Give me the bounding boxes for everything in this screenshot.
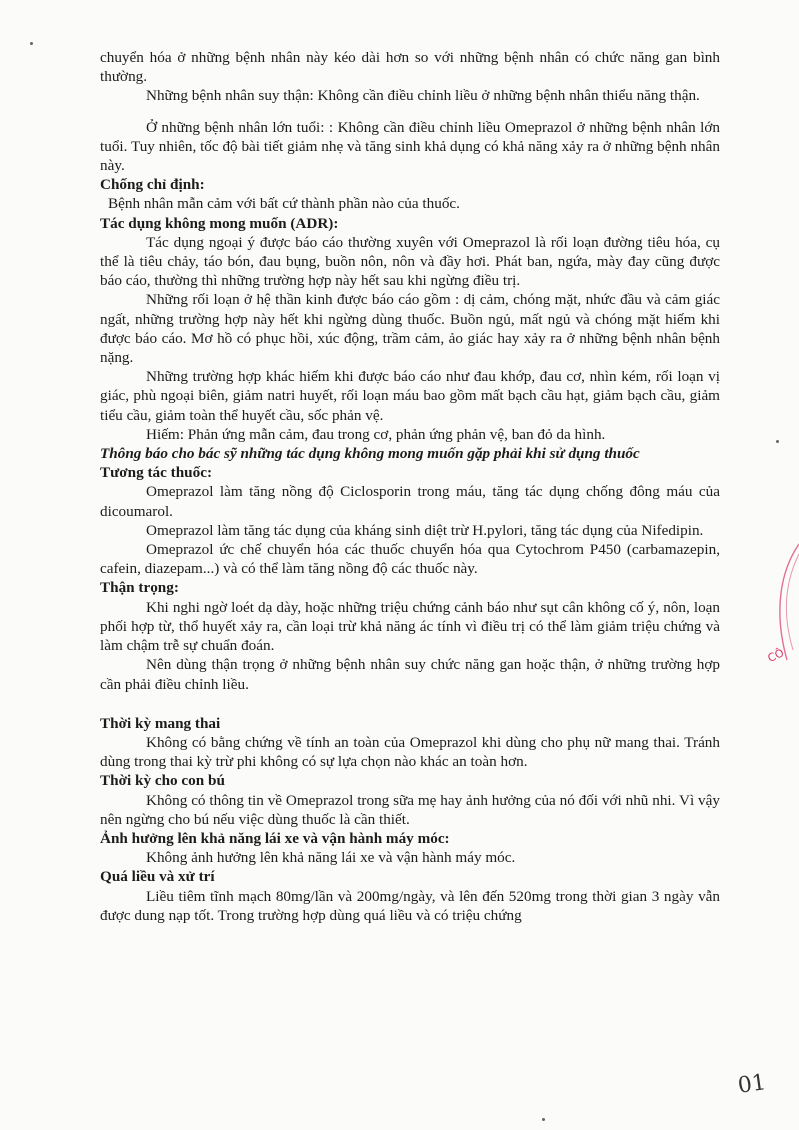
heading-lactation: Thời kỳ cho con bú: [100, 772, 225, 790]
paragraph-interaction-cyp450: Omeprazol ức chế chuyển hóa các thuốc chuyển hóa qua Cytochrom P450 (carbamazepin, cafein, diazepam...) và có thể làm tăng nồng độ các thuốc này.: [100, 541, 720, 578]
paragraph-driving: Không ảnh hưởng lên khả năng lái xe và vận hành máy móc.: [146, 849, 516, 867]
section-gap: [100, 694, 720, 714]
paragraph-adr-other: Những trường hợp khác hiếm khi được báo cáo như đau khớp, đau cơ, nhìn kém, rối loạn vị giác, phù ngoại biên, giảm natri huyết, rối loạn máu bao gồm mất bạch cầu hạt, giảm bạch cầu, giảm tiểu cầu, giảm toàn thể huyết cầu, sốc phản vệ.: [100, 368, 720, 424]
heading-precautions: Thận trọng:: [100, 579, 179, 597]
notice-to-doctor: Thông báo cho bác sỹ những tác dụng không mong muốn gặp phải khi sử dụng thuốc: [100, 445, 640, 463]
paragraph-pregnancy: Không có bằng chứng về tính an toàn của Omeprazol khi dùng cho phụ nữ mang thai. Tránh dùng trong thai kỳ trừ phi không có sự lựa chọn nào khác an toàn hơn.: [100, 733, 720, 771]
heading-contraindications: Chống chỉ định:: [100, 176, 205, 194]
stamp-text: CÔ: [765, 646, 787, 665]
document-body: [100, 48, 720, 925]
paragraph-adr-gi: Tác dụng ngoại ý được báo cáo thường xuyên với Omeprazol là rối loạn đường tiêu hóa, cụ thể là tiêu chảy, táo bón, đau bụng, buồn nôn, nôn và đầy hơi. Phát ban, ngứa, mày đay cũng được báo cáo, thường thì những trường hợp này hết sau khi ngừng điều trị.: [100, 233, 720, 290]
paragraph-renal: Những bệnh nhân suy thận: Không cần điều chỉnh liều ở những bệnh nhân thiểu năng thận.: [146, 87, 700, 105]
paragraph-adr-neuro: Những rối loạn ở hệ thần kinh được báo cáo gồm : dị cảm, chóng mặt, nhức đầu và cảm giác ngất, những trường hợp này hết khi ngừng dùng thuốc. Buồn ngủ, mất ngủ và chóng mặt hiếm khi được báo cáo. Mơ hồ có phục hồi, xúc động, trầm cảm, ảo giác hay xảy ra ở những bệnh nhân bệnh nặng.: [100, 291, 720, 367]
paragraph-interaction-hpylori: Omeprazol làm tăng tác dụng của kháng sinh diệt trừ H.pylori, tăng tác dụng của Nifedipin.: [146, 521, 704, 539]
heading-adr: Tác dụng không mong muốn (ADR):: [100, 214, 339, 232]
page-number: 01: [736, 1070, 768, 1099]
scan-speck: [542, 1118, 545, 1121]
paragraph-hepatic-cont: chuyển hóa ở những bệnh nhân này kéo dài hơn so với những bệnh nhân có chức năng gan bình thường.: [100, 49, 720, 86]
red-stamp-fragment: [759, 540, 799, 670]
paragraph-contraindications: Bệnh nhân mẫn cảm với bất cứ thành phần nào của thuốc.: [108, 195, 460, 213]
paragraph-interaction-ciclosporin: Omeprazol làm tăng nồng độ Ciclosporin trong máu, tăng tác dụng chống đông máu của dicoumarol.: [100, 483, 720, 520]
paragraph-elderly: Ở những bệnh nhân lớn tuổi: : Không cần điều chỉnh liều Omeprazol ở những bệnh nhân lớn tuổi. Tuy nhiên, tốc độ bài tiết giảm nhẹ và tăng sinh khả dụng có khả năng xảy ra ở những bệnh nhân này.: [100, 118, 720, 175]
heading-overdose: Quá liều và xử trí: [100, 868, 215, 886]
scan-speck: [30, 42, 33, 45]
paragraph-adr-rare: Hiếm: Phản ứng mẫn cảm, đau trong cơ, phản ứng phản vệ, ban đỏ da hình.: [146, 425, 606, 443]
heading-pregnancy: Thời kỳ mang thai: [100, 714, 221, 732]
scan-speck: [776, 440, 779, 443]
heading-driving: Ảnh hưởng lên khả năng lái xe và vận hành máy móc:: [100, 829, 450, 847]
paragraph-lactation: Không có thông tin về Omeprazol trong sữa mẹ hay ảnh hưởng của nó đối với nhũ nhi. Vì vậy nên ngừng cho bú nếu việc dùng thuốc là cần thiết.: [100, 791, 720, 828]
paragraph-precaution-liver: Nên dùng thận trọng ở những bệnh nhân suy chức năng gan hoặc thận, ở những trường hợp cần phải điều chỉnh liều.: [100, 656, 720, 693]
heading-interactions: Tương tác thuốc:: [100, 464, 213, 482]
paragraph-overdose: Liều tiêm tĩnh mạch 80mg/lần và 200mg/ngày, và lên đến 520mg trong thời gian 3 ngày vẫn được dung nạp tốt. Trong trường hợp dùng quá liều và có triệu chứng: [100, 887, 720, 924]
paragraph-precaution-ulcer: Khi nghi ngờ loét dạ dày, hoặc những triệu chứng cảnh báo như sụt cân không cố ý, nôn, loạn phối hợp từ, thổ huyết xảy ra, cần loại trừ khả năng ác tính vì điều trị có thể làm giảm triệu chứng và làm chậm trễ sự chuẩn đoán.: [100, 598, 720, 655]
